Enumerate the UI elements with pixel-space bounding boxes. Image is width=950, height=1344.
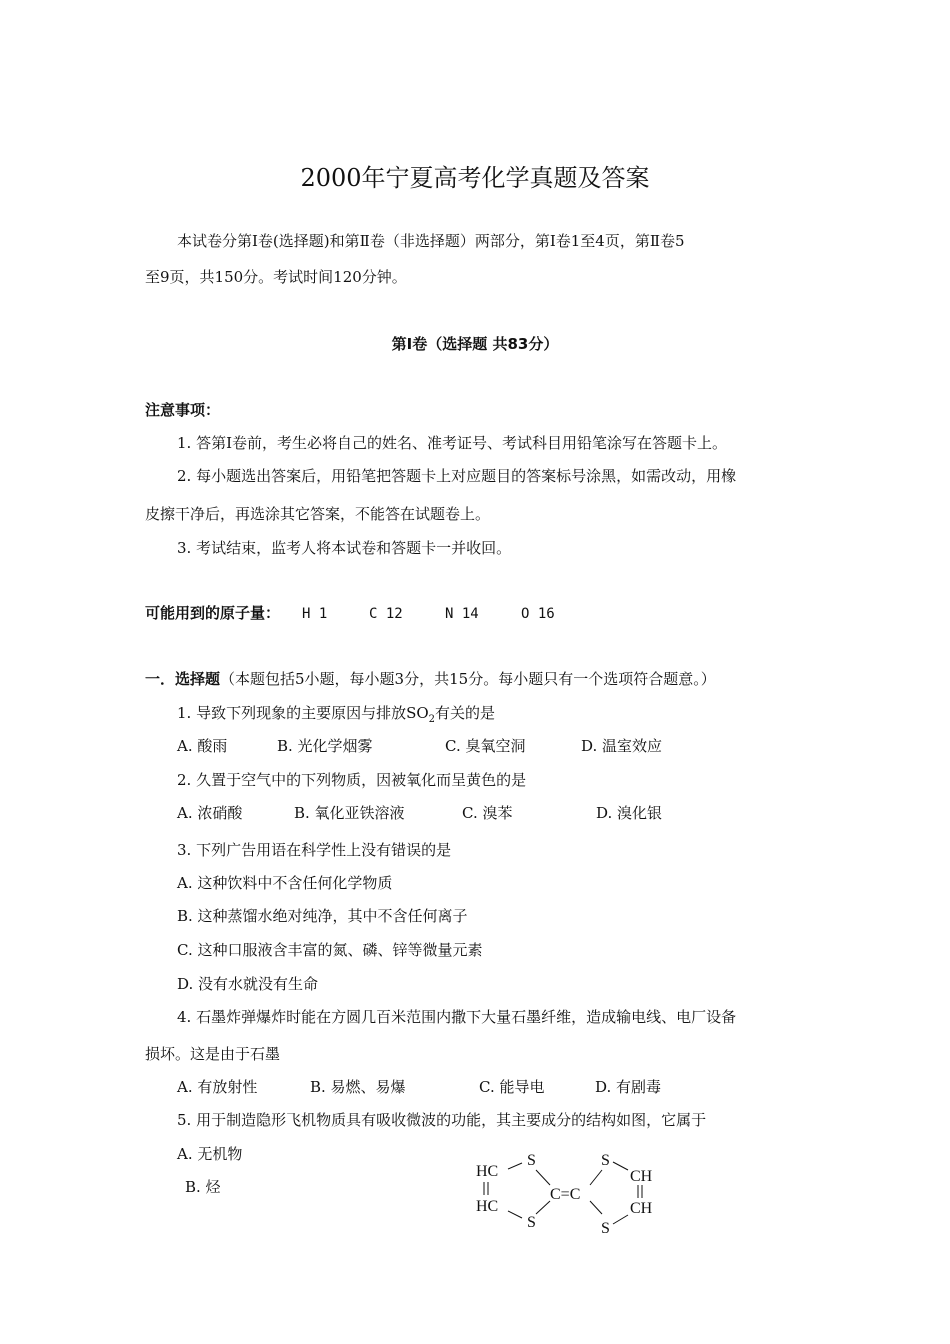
question-3-option-b: B. 这种蒸馏水绝对纯净，其中不含任何离子	[177, 907, 468, 925]
intro-line-1: 本试卷分第Ⅰ卷(选择题)和第Ⅱ卷（非选择题）两部分，第Ⅰ卷1至4页，第Ⅱ卷5	[177, 232, 685, 250]
structure-bond-s-ch-top	[613, 1162, 628, 1170]
section-1-header	[145, 669, 716, 689]
structure-ch-bottom: CH	[630, 1200, 653, 1217]
atomic-mass-n: N 14	[445, 606, 479, 622]
question-3-option-a: A. 这种饮料中不含任何化学物质	[177, 874, 393, 892]
atomic-mass-o: O 16	[521, 606, 555, 622]
structural-formula	[470, 1145, 670, 1245]
question-1-stem-text: 1. 导致下列现象的主要原因与排放SO	[177, 704, 429, 722]
question-1-subscript: 2	[428, 714, 436, 725]
structure-bond-c-s-bottom-right	[590, 1201, 602, 1214]
question-3-option-d: D. 没有水就没有生命	[177, 975, 319, 993]
structure-hc-bottom: HC	[476, 1198, 499, 1215]
section-1-heading: 一．选择题	[145, 670, 221, 688]
structure-bond-c-s-top-right	[590, 1170, 602, 1185]
structure-bond-hc-s-bottom	[508, 1211, 522, 1218]
question-2-option-b: B. 氧化亚铁溶液	[294, 804, 405, 822]
question-4-option-c: C. 能导电	[479, 1078, 545, 1096]
notice-item-2-line-2: 皮擦干净后，再选涂其它答案，不能答在试题卷上。	[145, 505, 491, 523]
structure-bond-s-c-bottom-left	[536, 1201, 550, 1214]
structure-ch-top: CH	[630, 1168, 653, 1185]
question-1-option-b: B. 光化学烟雾	[277, 737, 373, 755]
structure-s-top-left: S	[527, 1152, 536, 1169]
question-2-option-a: A. 浓硝酸	[177, 804, 243, 822]
atomic-masses-label: 可能用到的原子量：	[145, 604, 281, 622]
question-5-option-b: B. 烃	[185, 1178, 221, 1196]
question-4-option-d: D. 有剧毒	[595, 1078, 662, 1096]
structure-center: C=C	[550, 1186, 581, 1203]
question-2-option-d: D. 溴化银	[596, 804, 663, 822]
atomic-masses	[145, 603, 280, 623]
question-1-stem-end: 有关的是	[435, 704, 496, 722]
structural-formula-svg	[470, 1145, 670, 1245]
section-1-description: （本题包括5小题，每小题3分，共15分。每小题只有一个选项符合题意。）	[220, 670, 716, 688]
question-1-option-c: C. 臭氧空洞	[445, 737, 526, 755]
notice-heading: 注意事项：	[145, 401, 221, 419]
page-title: 2000年宁夏高考化学真题及答案	[300, 164, 650, 192]
structure-bond-s-c-top-left	[536, 1170, 550, 1185]
structure-bond-s-ch-bottom	[613, 1215, 628, 1224]
intro-line-2: 至9页，共150分。考试时间120分钟。	[145, 268, 407, 286]
question-5-option-a: A. 无机物	[177, 1145, 243, 1163]
question-4-stem-line-1: 4. 石墨炸弹爆炸时能在方圆几百米范围内撒下大量石墨纤维，造成输电线、电厂设备	[177, 1008, 737, 1026]
question-5-stem: 5. 用于制造隐形飞机物质具有吸收微波的功能，其主要成分的结构如图，它属于	[177, 1111, 707, 1129]
question-1-stem	[177, 703, 495, 730]
structure-s-bottom-right: S	[601, 1220, 610, 1237]
structure-s-bottom-left: S	[527, 1214, 536, 1231]
question-1-option-a: A. 酸雨	[177, 737, 228, 755]
question-2-option-c: C. 溴苯	[462, 804, 513, 822]
question-2-stem: 2. 久置于空气中的下列物质，因被氧化而呈黄色的是	[177, 771, 527, 789]
atomic-mass-c: C 12	[369, 606, 403, 622]
notice-item-1: 1. 答第Ⅰ卷前，考生必将自己的姓名、准考证号、考试科目用铅笔涂写在答题卡上。	[177, 434, 728, 452]
question-3-option-c: C. 这种口服液含丰富的氮、磷、锌等微量元素	[177, 941, 483, 959]
notice-item-3: 3. 考试结束，监考人将本试卷和答题卡一并收回。	[177, 539, 512, 557]
question-4-option-a: A. 有放射性	[177, 1078, 258, 1096]
structure-hc-top: HC	[476, 1163, 499, 1180]
atomic-mass-h: H 1	[302, 606, 328, 622]
notice-item-2-line-1: 2. 每小题选出答案后，用铅笔把答题卡上对应题目的答案标号涂黑，如需改动，用橡	[177, 467, 737, 485]
question-4-option-b: B. 易燃、易爆	[310, 1078, 406, 1096]
part1-heading: 第Ⅰ卷（选择题 共83分）	[391, 335, 559, 353]
structure-s-top-right: S	[601, 1152, 610, 1169]
question-1-option-d: D. 温室效应	[581, 737, 663, 755]
question-3-stem: 3. 下列广告用语在科学性上没有错误的是	[177, 841, 452, 859]
question-4-stem-line-2: 损坏。这是由于石墨	[145, 1045, 281, 1063]
structure-bond-hc-s-top	[508, 1163, 522, 1169]
